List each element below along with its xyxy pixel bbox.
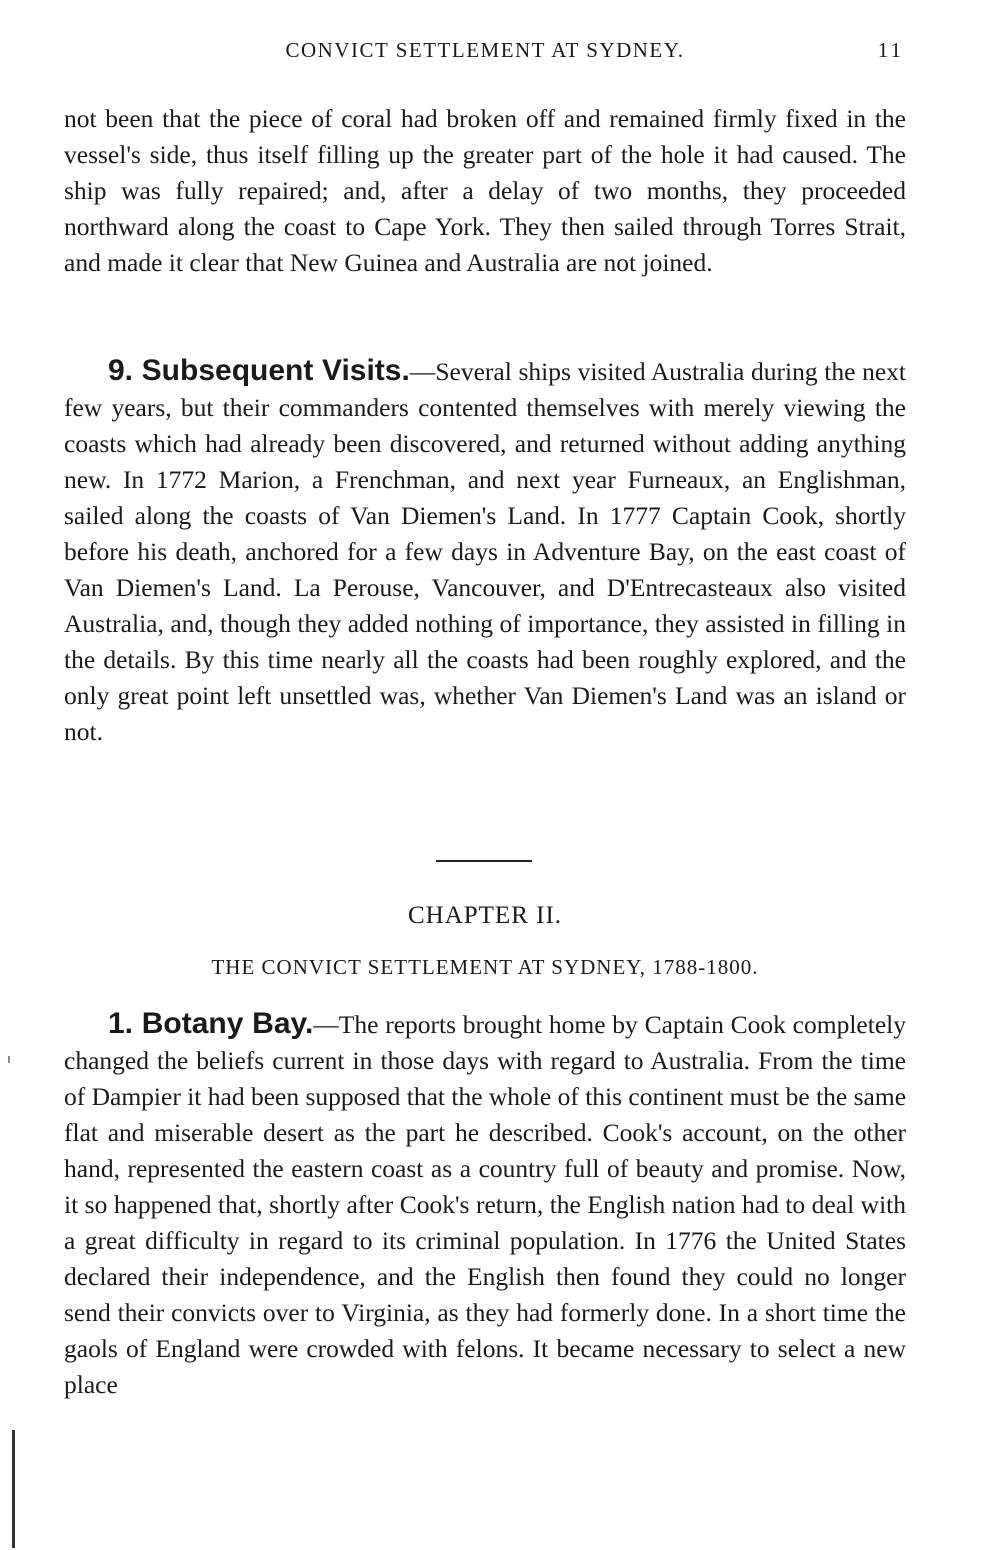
running-title: CONVICT SETTLEMENT AT SYDNEY. xyxy=(285,38,685,62)
paragraph-text: —Several ships visited Australia during the next few years, but their commanders contented themselves with merely viewing the coasts which had already been discovered, and returned without adding anything new. In 1772 Marion, a Frenchman, and next year Furneaux, an Englishman, sailed along the coasts of Van Diemen's Land. In 1777 Captain Cook, shortly before his death, anchored for a few days in Adventure Bay, on the east coast of Van Diemen's Land. La Perouse, Vancouver, and D'Entrecasteaux also visited Australia, and, though they added nothing of importance, they assisted in filling in the details. By this time nearly all the coasts had been roughly explored, and the only great point left unsettled was, whether Van Diemen's Land was an island or not. xyxy=(64,357,907,746)
scan-speck xyxy=(8,1056,10,1063)
section-subsequent-visits xyxy=(64,353,906,750)
chapter-heading: CHAPTER II. xyxy=(407,902,563,929)
page-number: 11 xyxy=(877,38,904,62)
section-divider xyxy=(436,860,532,862)
paragraph-text: —The reports brought home by Captain Cook completely changed the beliefs current in those days with regard to Australia. From the time of Dampier it had been supposed that the whole of this continent must be the same flat and miserable desert as the part he described. Cook's account, on the other hand, represented the eastern coast as a country full of beauty and promise. Now, it so happened that, shortly after Cook's return, the English nation had to deal with a great difficulty in regard to its criminal population. In 1776 the United States declared their independence, and the English then found they could no longer send their convicts over to Virginia, as they had formerly done. In a short time the gaols of England were crowded with felons. It became necessary to select a new place xyxy=(64,1010,907,1399)
paragraph xyxy=(64,1006,906,1403)
chapter-subtitle: THE CONVICT SETTLEMENT AT SYDNEY, 1788-1800. xyxy=(211,955,759,979)
paragraph xyxy=(64,353,906,750)
scan-margin-mark xyxy=(12,1430,15,1548)
section-heading: 1. Botany Bay. xyxy=(108,1007,314,1040)
paragraph-text: not been that the piece of coral had broken off and remained firmly fixed in the vessel's side, thus itself filling up the greater part of the hole it had caused. The ship was fully repaired; and, after a delay of two months, they proceeded northward along the coast to Cape York. They then sailed through Torres Strait, and made it clear that New Guinea and Australia are not joined. xyxy=(64,104,906,277)
running-head xyxy=(64,38,906,68)
section-9-continuation xyxy=(64,101,906,281)
section-botany-bay xyxy=(64,1006,906,1403)
section-heading: 9. Subsequent Visits. xyxy=(108,354,410,387)
